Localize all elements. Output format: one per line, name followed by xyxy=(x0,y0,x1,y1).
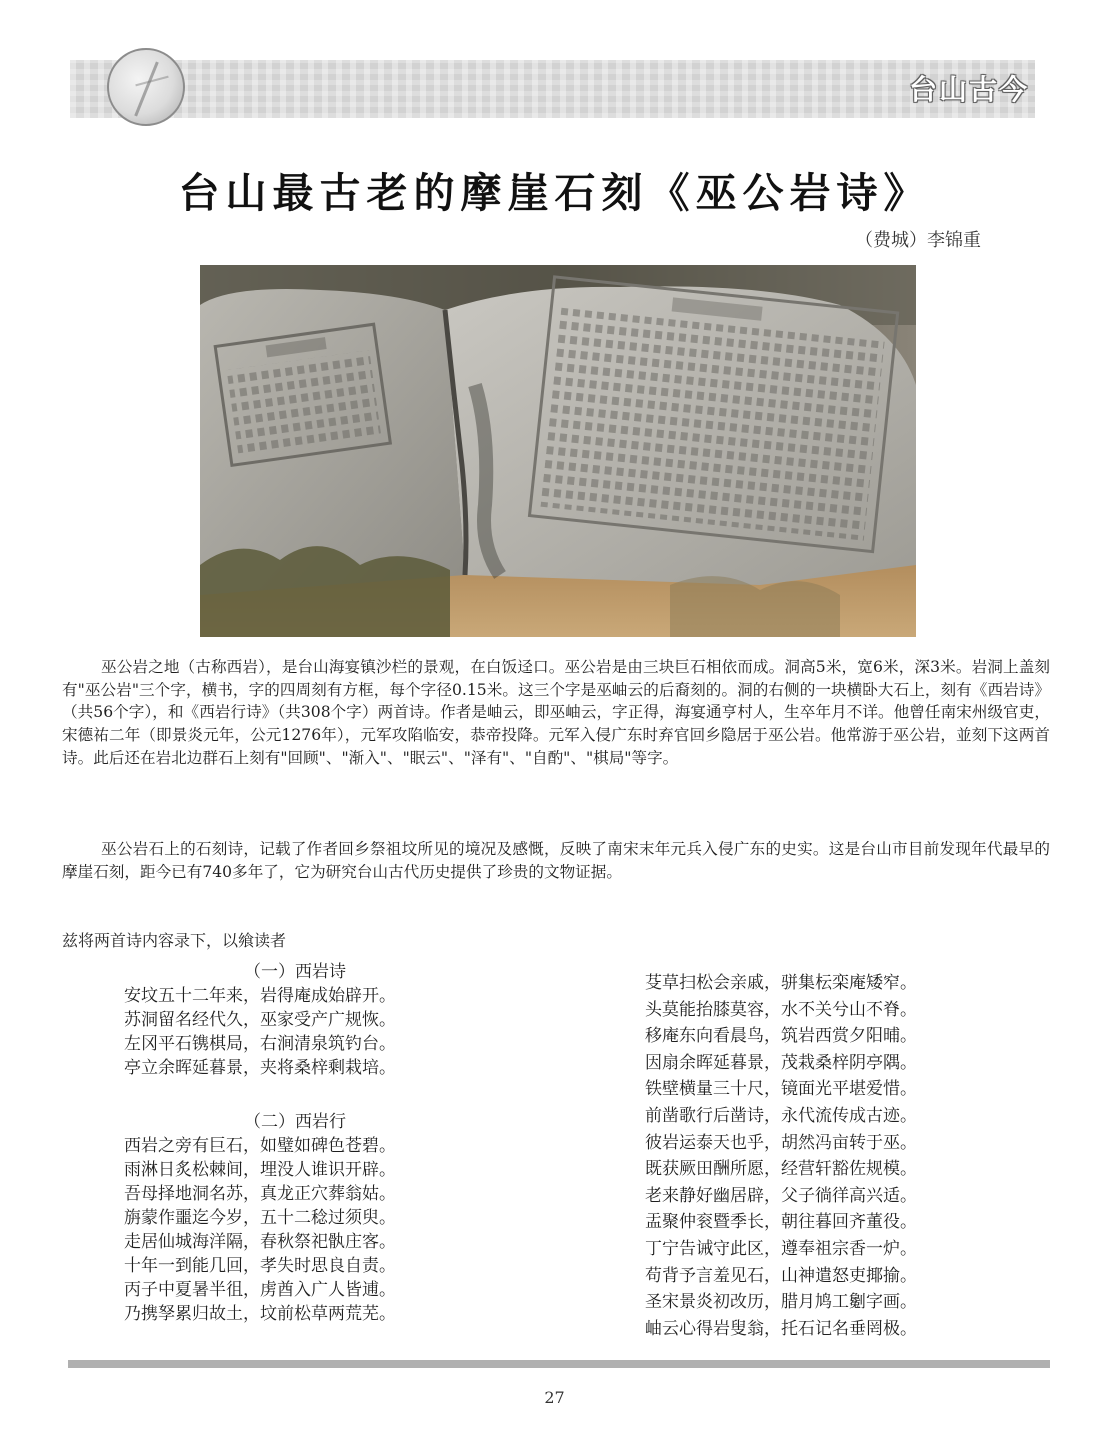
article-paragraph: 巫公岩之地（古称西岩），是台山海宴镇沙栏的景观，在白饭迳口。巫公岩是由三块巨石相依而成。洞高5米，宽6米，深3米。岩洞上盖刻有"巫公岩"三个字，横书，字的四周刻有方框，每个字径0.15米。这三个字是巫岫云的后裔刻的。洞的右侧的一块横卧大石上，刻有《西岩诗》（共56个字），和《西岩行诗》（共308个字）两首诗。作者是岫云，即巫岫云，字正得，海宴通亨村人，生卒年月不详。他曾任南宋州级官吏，宋德祐二年（即景炎元年，公元1276年），元军攻陷临安，恭帝投降。元军入侵广东时弃官回乡隐居于巫公岩。他常游于巫公岩，並刻下这两首诗。此后还在岩北边群石上刻有"回顾"、"渐入"、"眠云"、"泽有"、"自酌"、"棋局"等字。 xyxy=(62,658,1050,767)
poem-line: 苟背予言羞见石，山神遣怒吏揶揄。 xyxy=(645,1265,917,1286)
poem-line: 吾母择地洞名苏，真龙正穴葬翁姑。 xyxy=(124,1184,396,1204)
poem-line: 走居仙城海洋隔，春秋祭祀骫庄客。 xyxy=(124,1232,396,1252)
poem-line: 既获厥田酬所愿，经营轩豁佐规模。 xyxy=(645,1159,917,1180)
poem-line: 头莫能抬膝莫容，水不关兮山不脊。 xyxy=(645,999,917,1020)
poem-line: 移庵东向看晨鸟，筑岩西赏夕阳晡。 xyxy=(645,1026,917,1047)
seal-emblem-icon xyxy=(107,48,185,126)
poem-line: 西岩之旁有巨石，如璧如碑色苍碧。 xyxy=(124,1136,396,1156)
poem-line: 安坟五十二年来，岩得庵成始辟开。 xyxy=(124,986,396,1006)
rock-inscription-photo xyxy=(200,265,916,637)
poem-line: 老来静好幽居辟，父子徜徉高兴适。 xyxy=(645,1185,917,1206)
poem-line: 圣宋景炎初改历，腊月鸠工劖字画。 xyxy=(645,1292,917,1313)
poem-title: （一）西岩诗 xyxy=(244,962,346,982)
poem-intro: 兹将两首诗内容录下，以飨读者 xyxy=(62,931,287,950)
poem-line: 岫云心得岩叟翁，托石记名垂罔极。 xyxy=(645,1318,917,1339)
poem-line: 乃携孥累归故土，坟前松草两荒芜。 xyxy=(124,1304,396,1324)
poem-line: 丙子中夏暑半徂，虏酋入广人皆逋。 xyxy=(124,1280,396,1300)
article-paragraph: 巫公岩石上的石刻诗，记载了作者回乡祭祖坟所见的境况及感慨，反映了南宋末年元兵入侵广东的史实。这是台山市目前发现年代最早的摩崖石刻，距今已有740多年了，它为研究台山古代历史提供了珍贵的文物证据。 xyxy=(62,840,1050,881)
poem-line: 铁壁横量三十尺，镜面光平堪爱惜。 xyxy=(645,1079,917,1100)
poem-line: 十年一到能几回，孝失时思良自责。 xyxy=(124,1256,396,1276)
footer-rule xyxy=(68,1360,1050,1368)
poem-title: （二）西岩行 xyxy=(244,1112,346,1132)
poem-line: 前凿歌行后凿诗，永代流传成古迹。 xyxy=(645,1105,917,1126)
poem-line: 因扇余晖延暮景，茂栽桑梓阴亭隅。 xyxy=(645,1052,917,1073)
column-name: 台山古今 xyxy=(908,73,1029,106)
article-title: 台山最古老的摩崖石刻《巫公岩诗》 xyxy=(178,169,931,217)
poem-line: 彼岩运泰天也乎，胡然冯亩转于巫。 xyxy=(645,1132,917,1153)
page-number: 27 xyxy=(544,1388,565,1407)
poems-left-column xyxy=(124,960,564,1326)
article-author: （费城）李锦重 xyxy=(855,230,981,251)
poem-line: 盂聚仲衮暨季长，朝往暮回齐董役。 xyxy=(645,1212,917,1233)
poem-line: 旃蒙作噩迄今岁，五十二稔过须臾。 xyxy=(124,1208,396,1228)
poem-line: 亭立余晖延暮景，夹将桑梓剩栽培。 xyxy=(124,1058,396,1078)
header-band xyxy=(70,60,1035,118)
poem-line: 左冈平石镌棋局，右涧清泉筑钓台。 xyxy=(124,1034,396,1054)
poem-line: 苏洞留名经代久，巫家受产广规恢。 xyxy=(124,1010,396,1030)
poem-line: 雨淋日炙松棘间，埋没人谁识开辟。 xyxy=(124,1160,396,1180)
poems-right-column xyxy=(645,970,1035,1342)
poem-line: 丁宁告诫守此区，遵奉祖宗香一炉。 xyxy=(645,1238,917,1259)
poem-line: 芟草扫松会亲戚，骈集枟栾庵矮窄。 xyxy=(645,973,917,993)
